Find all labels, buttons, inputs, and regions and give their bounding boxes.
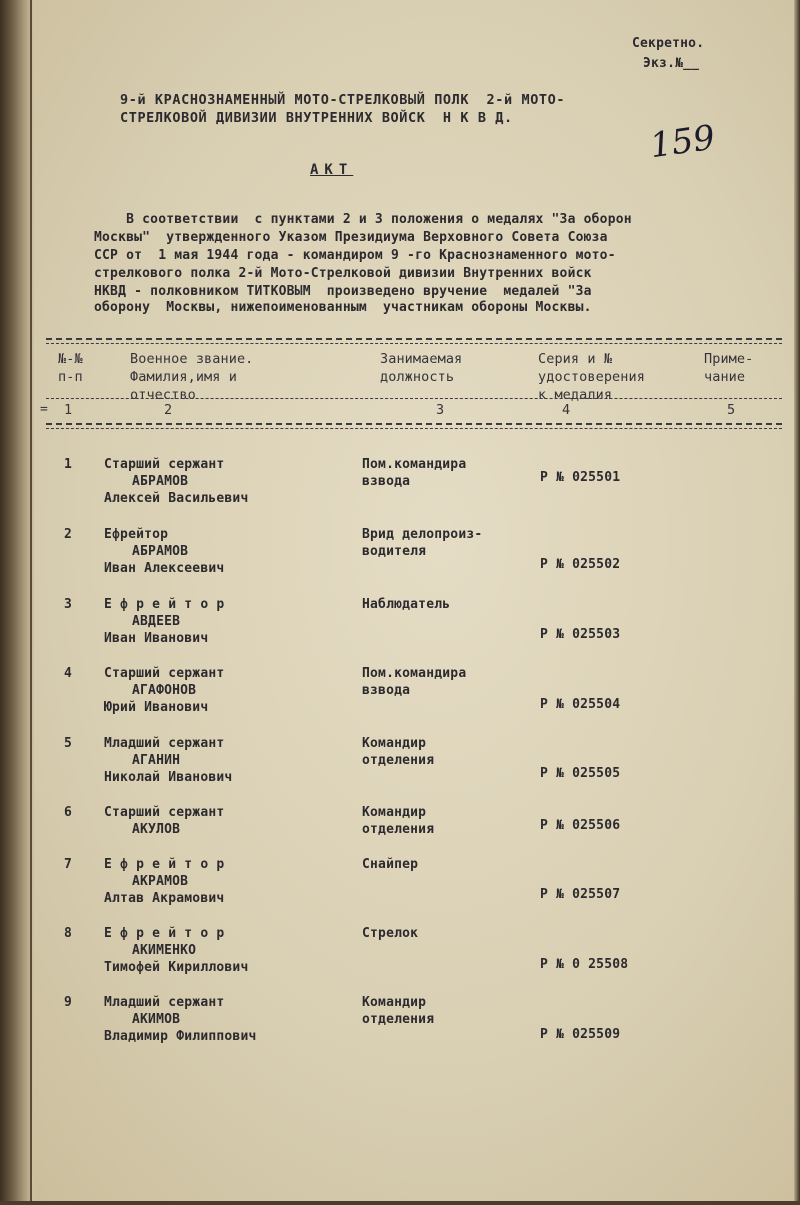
binding-edge (30, 0, 32, 1205)
header-medal-line-1: Серия и № (538, 351, 613, 367)
row-surname: АГАНИН (132, 753, 181, 768)
row-position-line-1: Командир (362, 995, 427, 1010)
row-medal-number: Р № 025502 (540, 557, 621, 572)
row-surname: АВДЕЕВ (132, 614, 181, 629)
row-medal-number: Р № 0 25508 (540, 957, 629, 972)
body-line-2: Москвы" утвержденного Указом Президиума Верховного Совета Союза (94, 230, 608, 245)
unit-heading-line-2: СТРЕЛКОВОЙ ДИВИЗИИ ВНУТРЕННИХ ВОЙСК Н К В Д. (120, 110, 513, 126)
row-rank: Старший сержант (104, 457, 225, 472)
row-position-line-1: Командир (362, 736, 427, 751)
column-number-4: 4 (562, 402, 571, 418)
row-number: 4 (64, 666, 73, 681)
column-number-3: 3 (436, 402, 445, 418)
column-numbers-top-rule (46, 398, 782, 399)
row-medal-number: Р № 025506 (540, 818, 621, 833)
row-position-line-1: Пом.командира (362, 666, 467, 681)
row-surname: АКУЛОВ (132, 822, 181, 837)
row-rank: Старший сержант (104, 666, 225, 681)
row-number: 3 (64, 597, 73, 612)
row-surname: АКИМОВ (132, 1012, 181, 1027)
row-rank: Ефрейтор (104, 527, 169, 542)
row-surname: АГАФОНОВ (132, 683, 197, 698)
row-given-name: Тимофей Кириллович (104, 960, 249, 975)
page-bottom-edge (0, 1201, 800, 1205)
body-line-4: стрелкового полка 2-й Мото-Стрелковой дивизии Внутренних войск (94, 266, 592, 281)
copy-label: Экз.№__ (643, 56, 700, 71)
body-line-1: В соответствии с пунктами 2 и 3 положения о медалях "За оборон (94, 212, 632, 227)
row-rank: Е ф р е й т о р (104, 857, 225, 872)
row-position-line-2: водителя (362, 544, 427, 559)
column-number-5: 5 (727, 402, 736, 418)
column-number-1: 1 (64, 402, 73, 418)
row-position-line-2: взвода (362, 474, 411, 489)
row-position-line-2: отделения (362, 753, 435, 768)
header-name-line-1: Военное звание. (130, 351, 254, 367)
binding-margin (0, 0, 34, 1205)
classification-label: Секретно. (632, 36, 705, 51)
header-num-line-2: п-п (58, 369, 83, 385)
row-number: 2 (64, 527, 73, 542)
row-position-line-2: отделения (362, 1012, 435, 1027)
row-number: 5 (64, 736, 73, 751)
row-medal-number: Р № 025504 (540, 697, 621, 712)
table-top-rule (46, 338, 782, 340)
row-number: 6 (64, 805, 73, 820)
row-surname: АБРАМОВ (132, 474, 189, 489)
row-given-name: Иван Иванович (104, 631, 209, 646)
row-given-name: Алтав Акрамович (104, 891, 225, 906)
row-medal-number: Р № 025509 (540, 1027, 621, 1042)
handwritten-archive-number: 159 (647, 117, 718, 167)
row-position-line-1: Врид делопроиз- (362, 527, 483, 542)
row-medal-number: Р № 025505 (540, 766, 621, 781)
row-given-name: Алексей Васильевич (104, 491, 249, 506)
row-rank: Е ф р е й т о р (104, 597, 225, 612)
header-position-line-2: должность (380, 369, 455, 385)
header-name-line-3: отчество (130, 387, 196, 403)
header-note-line-2: чание (704, 369, 746, 385)
page-right-edge (794, 0, 800, 1205)
header-position-line-1: Занимаемая (380, 351, 463, 367)
row-position-line-1: Снайпер (362, 857, 419, 872)
body-line-3: ССР от 1 мая 1944 года - командиром 9 -го Краснознаменного мото- (94, 248, 616, 263)
row-rank: Младший сержант (104, 736, 225, 751)
header-name-line-2: Фамилия,имя и (130, 369, 237, 385)
row-number: 9 (64, 995, 73, 1010)
row-surname: АБРАМОВ (132, 544, 189, 559)
header-medal-line-2: удостоверения (538, 369, 645, 385)
table-header-bottom-rule-2 (46, 428, 782, 429)
row-position-line-1: Стрелок (362, 926, 419, 941)
row-number: 1 (64, 457, 73, 472)
row-position-line-2: отделения (362, 822, 435, 837)
unit-heading-line-1: 9-й КРАСНОЗНАМЕННЫЙ МОТО-СТРЕЛКОВЫЙ ПОЛК 2-й МОТО- (120, 92, 566, 108)
header-note-line-1: Приме- (704, 351, 754, 367)
row-position-line-1: Пом.командира (362, 457, 467, 472)
row-position-line-1: Наблюдатель (362, 597, 451, 612)
row-medal-number: Р № 025503 (540, 627, 621, 642)
document-title: АКТ (310, 162, 354, 178)
body-line-6: оборону Москвы, нижепоименованным участникам обороны Москвы. (94, 300, 592, 315)
row-given-name: Иван Алексеевич (104, 561, 225, 576)
row-surname: АКРАМОВ (132, 874, 189, 889)
header-num-line-1: №-№ (58, 351, 83, 367)
header-medal-line-3: к медалия (538, 387, 613, 403)
row-surname: АКИМЕНКО (132, 943, 197, 958)
row-position-line-2: взвода (362, 683, 411, 698)
row-medal-number: Р № 025507 (540, 887, 621, 902)
row-given-name: Юрий Иванович (104, 700, 209, 715)
row-given-name: Владимир Филиппович (104, 1029, 257, 1044)
table-header-bottom-rule (46, 423, 782, 425)
row-position-line-1: Командир (362, 805, 427, 820)
row-rank: Старший сержант (104, 805, 225, 820)
row-marker: = (40, 402, 48, 417)
row-given-name: Николай Иванович (104, 770, 233, 785)
body-line-5: НКВД - полковником ТИТКОВЫМ произведено вручение медалей "За (94, 284, 592, 299)
row-number: 7 (64, 857, 73, 872)
row-rank: Младший сержант (104, 995, 225, 1010)
row-rank: Е ф р е й т о р (104, 926, 225, 941)
row-medal-number: Р № 025501 (540, 470, 621, 485)
row-number: 8 (64, 926, 73, 941)
table-top-rule-2 (46, 343, 782, 344)
column-number-2: 2 (164, 402, 173, 418)
